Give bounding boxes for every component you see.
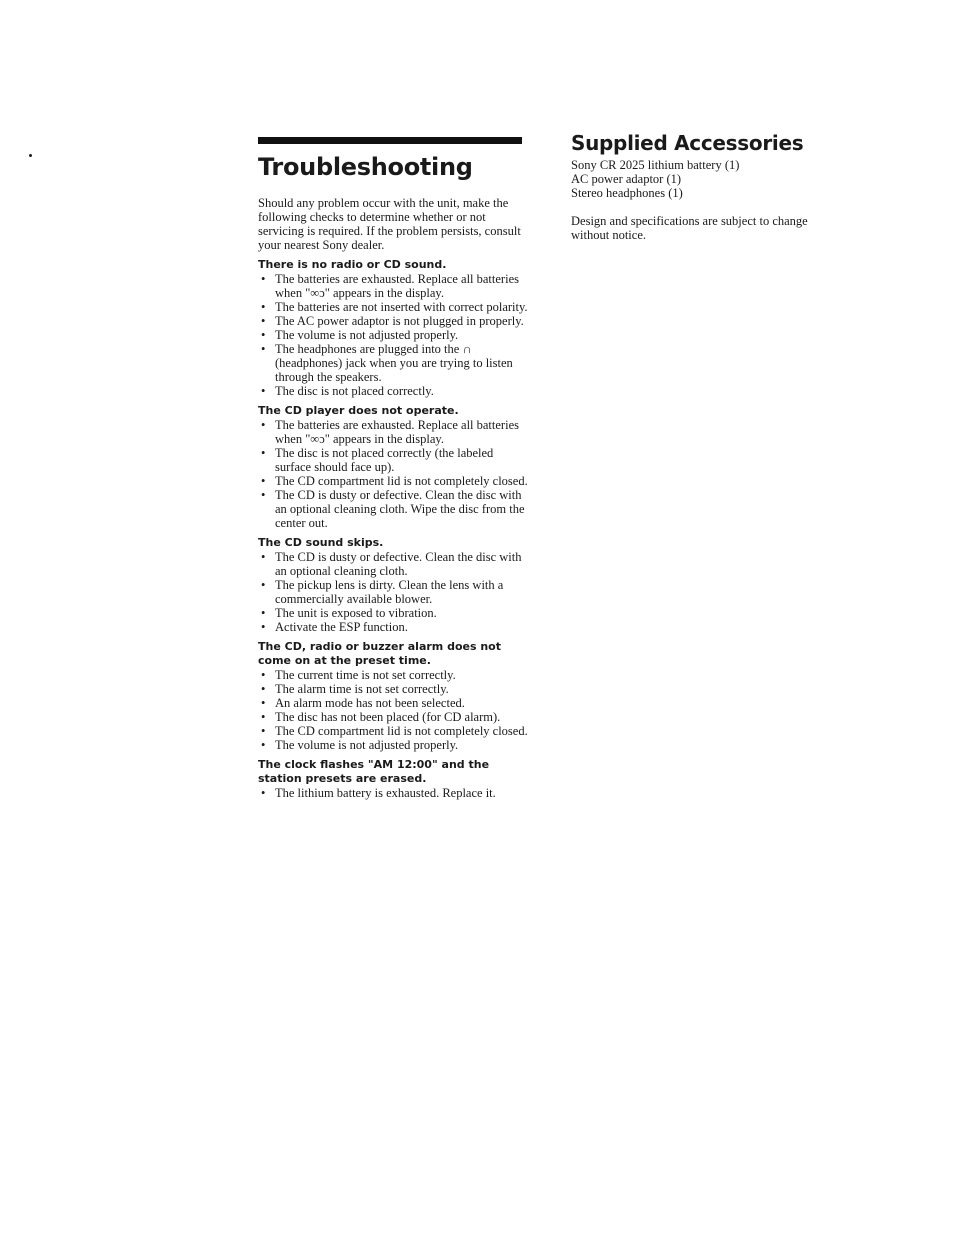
troubleshooting-column bbox=[258, 137, 528, 800]
accessories-heading: Supplied Accessories bbox=[571, 131, 804, 155]
bullet-icon: • bbox=[261, 696, 266, 710]
solution-text: An alarm mode has not been selected. bbox=[275, 696, 465, 710]
solution-text: The headphones are plugged into the ∩ (headphones) jack when you are trying to listen through the speakers. bbox=[275, 342, 513, 384]
stray-mark bbox=[29, 154, 32, 157]
solution-item bbox=[258, 738, 528, 752]
solution-item bbox=[258, 342, 528, 384]
solution-item bbox=[258, 578, 528, 606]
bullet-icon: • bbox=[261, 488, 266, 502]
troubleshooting-intro: Should any problem occur with the unit, make the following checks to determine whether or not servicing is required. If the problem persists, consult your nearest Sony dealer. bbox=[258, 196, 521, 252]
solution-item bbox=[258, 682, 528, 696]
solution-item bbox=[258, 696, 528, 710]
solution-item bbox=[258, 418, 528, 446]
solution-text: The CD is dusty or defective. Clean the disc with an optional cleaning cloth. Wipe the disc from the center out. bbox=[275, 488, 525, 530]
solution-text: The volume is not adjusted properly. bbox=[275, 738, 459, 752]
solution-text: The batteries are exhausted. Replace all batteries when "∞ɔ" appears in the display. bbox=[275, 272, 519, 300]
solution-text: The AC power adaptor is not plugged in properly. bbox=[275, 314, 524, 328]
solution-item bbox=[258, 446, 528, 474]
bullet-icon: • bbox=[261, 418, 266, 432]
solution-text: The current time is not set correctly. bbox=[275, 668, 456, 682]
solution-text: The disc is not placed correctly. bbox=[275, 384, 434, 398]
bullet-icon: • bbox=[261, 328, 266, 342]
problem-heading: The CD player does not operate. bbox=[258, 404, 459, 417]
solution-list bbox=[258, 786, 528, 800]
solution-list bbox=[258, 668, 528, 752]
bullet-icon: • bbox=[261, 384, 266, 398]
bullet-icon: • bbox=[261, 272, 266, 286]
solution-text: The pickup lens is dirty. Clean the lens with a commercially available blower. bbox=[275, 578, 504, 606]
accessories-column bbox=[571, 130, 841, 242]
problem-heading: The clock flashes "AM 12:00" and the station presets are erased. bbox=[258, 758, 490, 785]
solution-item bbox=[258, 550, 528, 578]
solution-text: The CD compartment lid is not completely closed. bbox=[275, 474, 528, 488]
solution-item bbox=[258, 272, 528, 300]
bullet-icon: • bbox=[261, 474, 266, 488]
bullet-icon: • bbox=[261, 620, 266, 634]
bullet-icon: • bbox=[261, 342, 266, 356]
solution-item bbox=[258, 488, 528, 530]
solution-list bbox=[258, 272, 528, 398]
solution-text: The unit is exposed to vibration. bbox=[275, 606, 437, 620]
solution-text: The volume is not adjusted properly. bbox=[275, 328, 459, 342]
solution-text: Activate the ESP function. bbox=[275, 620, 408, 634]
bullet-icon: • bbox=[261, 314, 266, 328]
solution-item bbox=[258, 474, 528, 488]
troubleshooting-sections bbox=[258, 258, 528, 800]
bullet-icon: • bbox=[261, 710, 266, 724]
accessory-item: Stereo headphones (1) bbox=[571, 186, 683, 200]
solution-text: The batteries are exhausted. Replace all batteries when "∞ɔ" appears in the display. bbox=[275, 418, 519, 446]
solution-text: The CD is dusty or defective. Clean the disc with an optional cleaning cloth. bbox=[275, 550, 522, 578]
solution-item bbox=[258, 786, 528, 800]
bullet-icon: • bbox=[261, 446, 266, 460]
solution-item bbox=[258, 384, 528, 398]
solution-item bbox=[258, 300, 528, 314]
problem-heading: The CD sound skips. bbox=[258, 536, 384, 549]
bullet-icon: • bbox=[261, 682, 266, 696]
solution-text: The batteries are not inserted with correct polarity. bbox=[275, 300, 528, 314]
solution-text: The lithium battery is exhausted. Replace it. bbox=[275, 786, 496, 800]
solution-text: The disc has not been placed (for CD alarm). bbox=[275, 710, 501, 724]
accessory-item: Sony CR 2025 lithium battery (1) bbox=[571, 158, 740, 172]
solution-item bbox=[258, 710, 528, 724]
solution-item bbox=[258, 606, 528, 620]
bullet-icon: • bbox=[261, 606, 266, 620]
solution-item bbox=[258, 668, 528, 682]
solution-item bbox=[258, 620, 528, 634]
bullet-icon: • bbox=[261, 550, 266, 564]
solution-text: The disc is not placed correctly (the labeled surface should face up). bbox=[275, 446, 494, 474]
specifications-notice: Design and specifications are subject to change without notice. bbox=[571, 214, 808, 242]
bullet-icon: • bbox=[261, 786, 266, 800]
solution-item bbox=[258, 328, 528, 342]
bullet-icon: • bbox=[261, 668, 266, 682]
bullet-icon: • bbox=[261, 578, 266, 592]
problem-heading: The CD, radio or buzzer alarm does not come on at the preset time. bbox=[258, 640, 501, 667]
bullet-icon: • bbox=[261, 300, 266, 314]
troubleshooting-heading: Troubleshooting bbox=[258, 153, 473, 181]
accessories-list bbox=[571, 158, 841, 200]
solution-item bbox=[258, 314, 528, 328]
heading-rule bbox=[258, 137, 522, 144]
solution-list bbox=[258, 550, 528, 634]
bullet-icon: • bbox=[261, 724, 266, 738]
solution-text: The CD compartment lid is not completely closed. bbox=[275, 724, 528, 738]
problem-heading: There is no radio or CD sound. bbox=[258, 258, 447, 271]
accessory-item: AC power adaptor (1) bbox=[571, 172, 682, 186]
solution-list bbox=[258, 418, 528, 530]
bullet-icon: • bbox=[261, 738, 266, 752]
solution-text: The alarm time is not set correctly. bbox=[275, 682, 449, 696]
solution-item bbox=[258, 724, 528, 738]
